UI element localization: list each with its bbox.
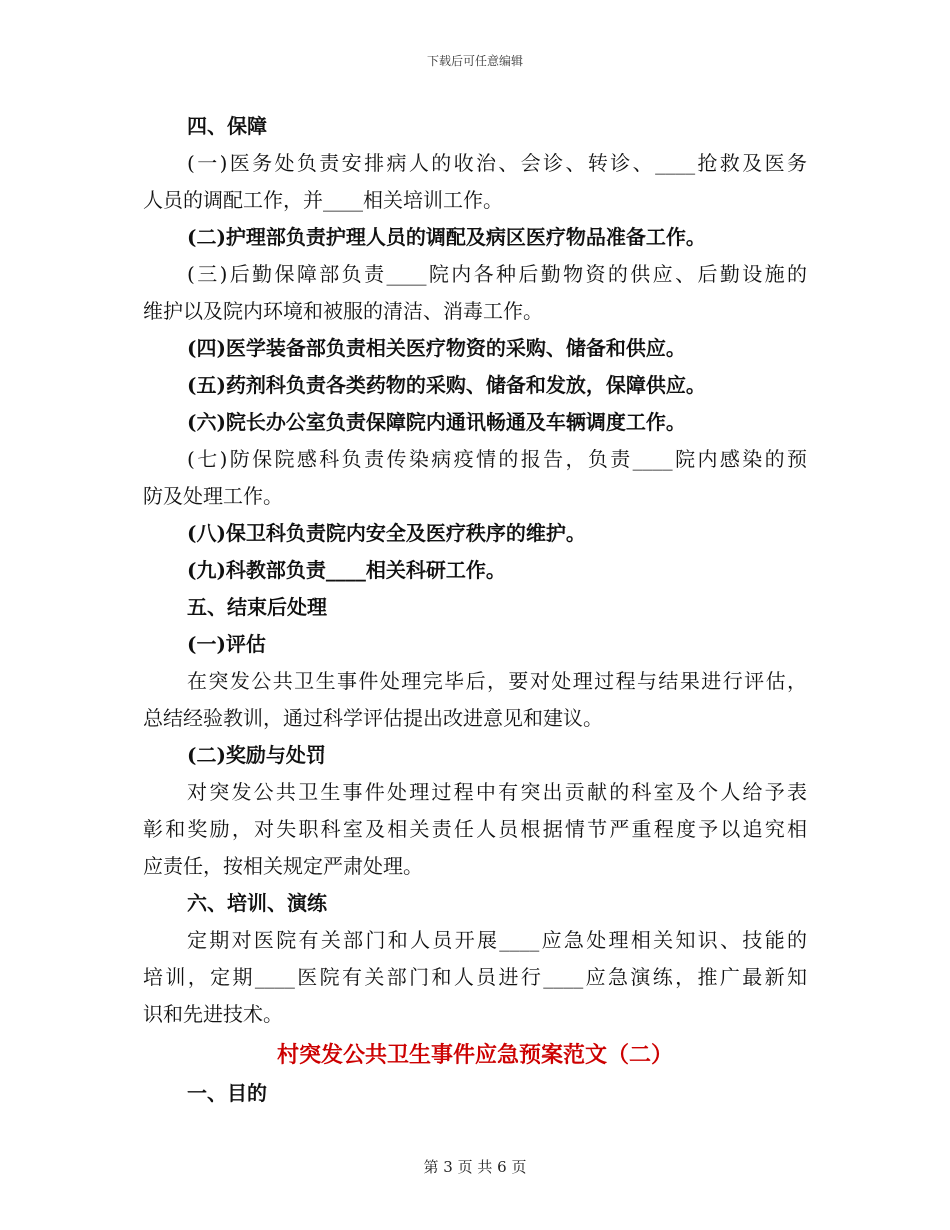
heading-line: 一、目的 [187, 1081, 267, 1105]
text-line: 识和先进技术。 [143, 1002, 283, 1026]
heading-line: (六)院长办公室负责保障院内通讯畅通及车辆调度工作。 [187, 410, 686, 434]
text-line: (一)医务处负责安排病人的收治、会诊、转诊、____抢救及医务 [187, 151, 807, 175]
text-line: 在突发公共卫生事件处理完毕后，要对处理过程与结果进行评估， [187, 669, 807, 693]
page-footer: 第 3 页 共 6 页 [423, 1158, 527, 1176]
text-line: 彰和奖励，对失职科室及相关责任人员根据情节严重程度予以追究相 [143, 817, 807, 841]
heading-line: (八)保卫科负责院内安全及医疗秩序的维护。 [187, 521, 586, 545]
text-line: 总结经验教训，通过科学评估提出改进意见和建议。 [143, 706, 603, 730]
body-paragraphs [143, 108, 807, 1033]
heading-line: (二)护理部负责护理人员的调配及病区医疗物品准备工作。 [187, 225, 706, 249]
text-line: 防及处理工作。 [143, 484, 283, 508]
section-title: 村突发公共卫生事件应急预案范文（二） [276, 1042, 673, 1068]
text-line: 对突发公共卫生事件处理过程中有突出贡献的科室及个人给予表 [187, 780, 807, 804]
text-line: 定期对医院有关部门和人员开展____应急处理相关知识、技能的 [187, 928, 807, 952]
page-header: 下载后可任意编辑 [426, 54, 523, 68]
heading-line: (九)科教部负责____相关科研工作。 [187, 558, 506, 582]
heading-line: (一)评估 [187, 632, 266, 656]
document-body [143, 108, 807, 1112]
heading-line: (二)奖励与处罚 [187, 743, 326, 767]
text-line: (三)后勤保障部负责____院内各种后勤物资的供应、后勤设施的 [187, 262, 807, 286]
heading-line: 四、保障 [187, 114, 267, 138]
text-line: 维护以及院内环境和被服的清洁、消毒工作。 [143, 299, 543, 323]
text-line: 人员的调配工作，并____相关培训工作。 [143, 188, 503, 212]
heading-line: (五)药剂科负责各类药物的采购、储备和发放，保障供应。 [187, 373, 706, 397]
text-line: 培训，定期____医院有关部门和人员进行____应急演练，推广最新知 [143, 965, 807, 989]
heading-line: (四)医学装备部负责相关医疗物资的采购、储备和供应。 [187, 336, 686, 360]
heading-line: 六、培训、演练 [187, 891, 327, 915]
heading-line: 五、结束后处理 [187, 595, 327, 619]
text-line: (七)防保院感科负责传染病疫情的报告，负责____院内感染的预 [187, 447, 807, 471]
text-line: 应责任，按相关规定严肃处理。 [143, 854, 423, 878]
after-title-paragraphs [143, 1075, 807, 1112]
